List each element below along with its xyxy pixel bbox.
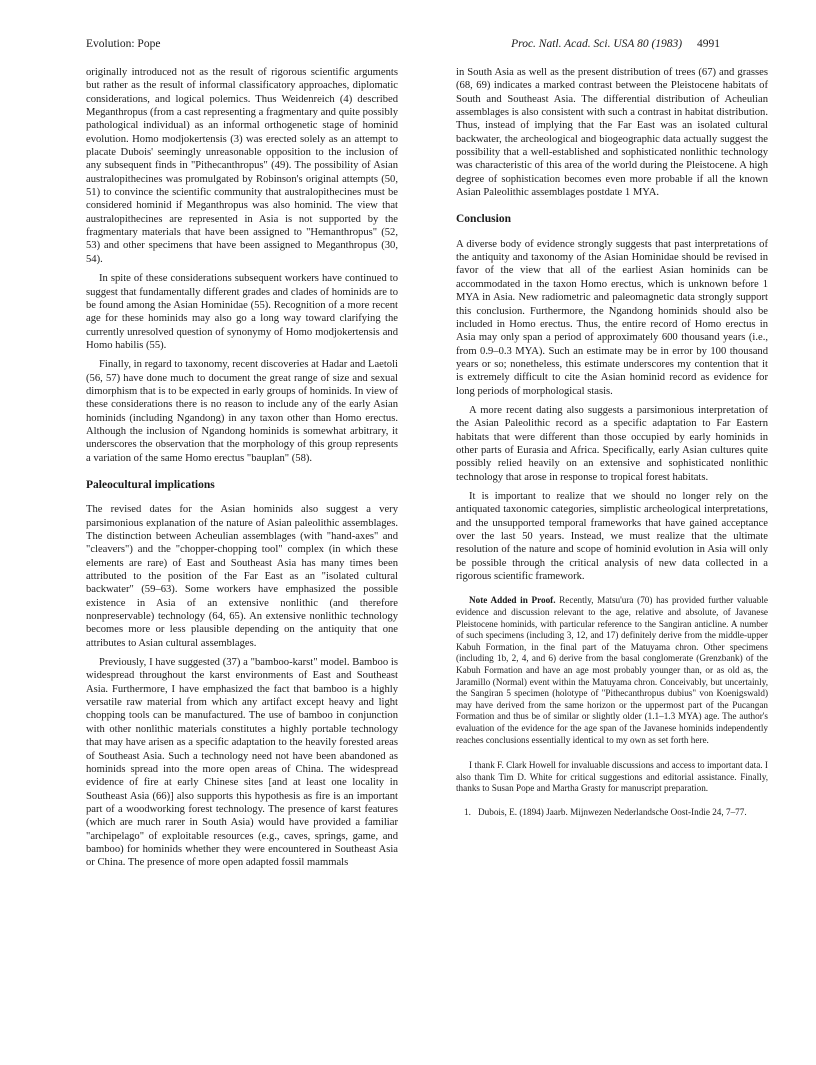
paragraph: Finally, in regard to taxonomy, recent discoveries at Hadar and Laetoli (56, 57) have done much to document the great range of size and sexual dimorphism that is to be expected in early groups of hominids. In view of these considerations there is no reason to include any of the early Asian hominids (including Ngandong) in any taxon other than Homo erectus. Although the inclusion of Ngandong hominids is somewhat arbitrary, it underscores the observation that the morphology of this group represents a variation of the same Homo erectus "bauplan" (58). [86, 359, 398, 464]
right-column [456, 66, 768, 818]
page-header [0, 38, 816, 54]
paragraph: originally introduced not as the result of rigorous scientific arguments but rather as the result of informal classificatory approaches, diplomatic considerations, and logical polemics. Thus Weidenreich (4) described Meganthropus (from a cast representing a fragmentary and quite possibly pathological individual) as an informal orthogenetic stage of hominid evolution. Homo modjokertensis (3) was erected solely as an attempt to placate Dubois' seemingly unreasonable opposition to the inclusion of any subsequent finds in "Pithecanthropus" (49). The possibility of Asian australopithecines was promulgated by Robinson's original attempts (50, 51) to convince the scientific community that australopithecines must be considered hominid if Meganthropus was also hominid. The view that australopithecines are represented in Asia is not supported by the fragmentary materials that have been assigned to "Hemanthropus" (52, 53) and other specimens that have been assigned to Meganthropus (30, 54). [86, 67, 398, 265]
reference-text: Dubois, E. (1894) Jaarb. Mijnwezen Nederlandsche Oost-Indie 24, 7–77. [478, 806, 747, 817]
note-title: Note Added in Proof. [469, 595, 556, 606]
journal-citation [511, 38, 720, 50]
section-heading-conclusion: Conclusion [456, 213, 511, 226]
reference-item [456, 807, 768, 819]
paragraph: A more recent dating also suggests a parsimonious interpretation of the Asian Paleolithic record as a specific adaptation to Far Eastern habitats that were different than those occupied by early hominids in other parts of Eurasia and Africa. Specifically, early Asian cultures quite possibly relied heavily on an extensive and sophisticated nonlithic technology that arose in response to tropical forest habitats. [456, 404, 768, 483]
section-heading-paleocultural: Paleocultural implications [86, 478, 215, 491]
page-number: 4991 [697, 38, 720, 50]
left-column [86, 66, 398, 870]
paragraph: Previously, I have suggested (37) a "bamboo-karst" model. Bamboo is widespread throughout the karst environments of East and Southeast Asia. Furthermore, I have emphasized the fact that bamboo is a highly versatile raw material from which any artifact except heavy and light chopping tools can be manufactured. The use of bamboo in conjunction with other nonlithic materials constitutes a highly portable technology that may have arisen as a specific adaptation to the heavily forested areas of Southeast Asia. Such a technology need not have been abandoned as hominids spread into the more open areas of China. The widespread evidence of fire at early Chinese sites [and at least one locality in Southeast Asia (66)] also supports this hypothesis as fire is an important part of a woodworking forest technology. The presence of karst features (which are much rarer in South Asia) would have provided a familiar "archipelago" of exploitable resources (e.g., caves, springs, game, and bamboo) for hominids whether they were encountered in Southeast Asia or China. The presence of more open adapted fossil mammals [86, 657, 398, 869]
note-body: Recently, Matsu'ura (70) has provided further valuable evidence and discussion relevant to the age, relative and absolute, of Javanese Pleistocene hominids, with particular reference to the Sangiran anticline. A number of such specimens (including 3, 12, and 17) definitely derive from the middle-upper Kabuh Formation, in the final part of the Matuyama chron. Other specimens (including 1b, 2, 4, and 6) derive from the basal conglomerate (Grenzbank) of the Kabuh Formation and have an age most probably younger than, or as old as, the Jaramillo (Normal) event within the Matuyama chron. Conceivably, but uncertainly, the Sangiran 5 specimen (holotype of "Pithecanthropus dubius" von Koenigswald) may have derived from the same horizon or the uppermost part of the Pucangan Formation and thus be of similar or slightly older (1.1–1.3 MYA) age. The author's evaluation of the evidence for the age span of the Javanese hominids independently reaches conclusions essentially identical to my own as set forth here. [456, 595, 768, 745]
paragraph: The revised dates for the Asian hominids also suggest a very parsimonious explanation of the nature of Asian paleolithic assemblages. The distinction between Acheulian assemblages (with "hand-axes" and "cleavers") and the "chopper-chopping tool" complex (in which these elements are rare) of East and Southeast Asia has many times been attributed to the position of the Far East as an "isolated cultural backwater" (59–63). Some workers have emphasized the possible existence in Asia of an extensive nonlithic (and therefore nonpreservable) technology (64, 65). An extensive nonlithic technology becomes more or less plausible depending on the antiquity that one attributes to Asian cultural assemblages. [86, 504, 398, 649]
acknowledgment: I thank F. Clark Howell for invaluable discussions and access to important data. I also thank Tim D. White for critical suggestions and editorial assistance. Finally, thanks to Susan Pope and Martha Grasty for manuscript preparation. [456, 760, 768, 794]
section-label: Evolution: Pope [86, 38, 161, 50]
journal-name: Proc. Natl. Acad. Sci. USA 80 (1983) [511, 38, 683, 50]
paragraph: in South Asia as well as the present distribution of trees (67) and grasses (68, 69) indicates a marked contrast between the Pleistocene habitats of South and Southeast Asia. The differential distribution of Acheulian assemblages is also consistent with such a contrast in habitat distribution. Thus, instead of implying that the Far East was an isolated cultural backwater, the archeological and biogeographic data actually suggest the possibility that a well-established and sophisticated nonlithic technology was characteristic of this area of the world during the Pleistocene. A high degree of sophistication becomes even more probable if all the known Asian Paleolithic assemblages postdate 1 MYA. [456, 67, 768, 199]
paragraph: A diverse body of evidence strongly suggests that past interpretations of the antiquity and taxonomy of the Asian Hominidae should be revised in favor of the view that all of the earliest Asian hominids can be accommodated in the taxon Homo erectus, which is unknown before 1 MYA in Asia. New radiometric and paleomagnetic data strongly support this conclusion. Furthermore, the Ngandong hominids should also be included in Homo erectus. Thus, the entire record of Homo erectus in Asia may only span a period of approximately 600 thousand years (i.e., from 0.9–0.3 MYA). Such an estimate may be in error by 100 thousand years or so; nonetheless, this estimate underscores my contention that it is extremely difficult to cite the Asian hominid record as evidence for long periods of morphological stasis. [456, 238, 768, 397]
paragraph: It is important to realize that we should no longer rely on the antiquated taxonomic categories, simplistic archeological interpretations, and the unsupported temporal frameworks that have gained acceptance over the last 50 years. Instead, we must realize that the ultimate resolution of the nature and scope of hominid evolution in Asia will only be possible through the critical analysis of new data collected in a rigorous scientific framework. [456, 490, 768, 583]
paragraph: In spite of these considerations subsequent workers have continued to suggest that fundamentally different grades and clades of hominids are to be found among the Asian Hominidae (55). Recognition of a more recent age for these hominids may also go a long way toward clarifying the currently unresolved question of synonymy of Homo modjokertensis and Homo habilis (55). [86, 273, 398, 351]
note-added-in-proof [456, 595, 768, 746]
reference-number: 1. [464, 806, 471, 817]
